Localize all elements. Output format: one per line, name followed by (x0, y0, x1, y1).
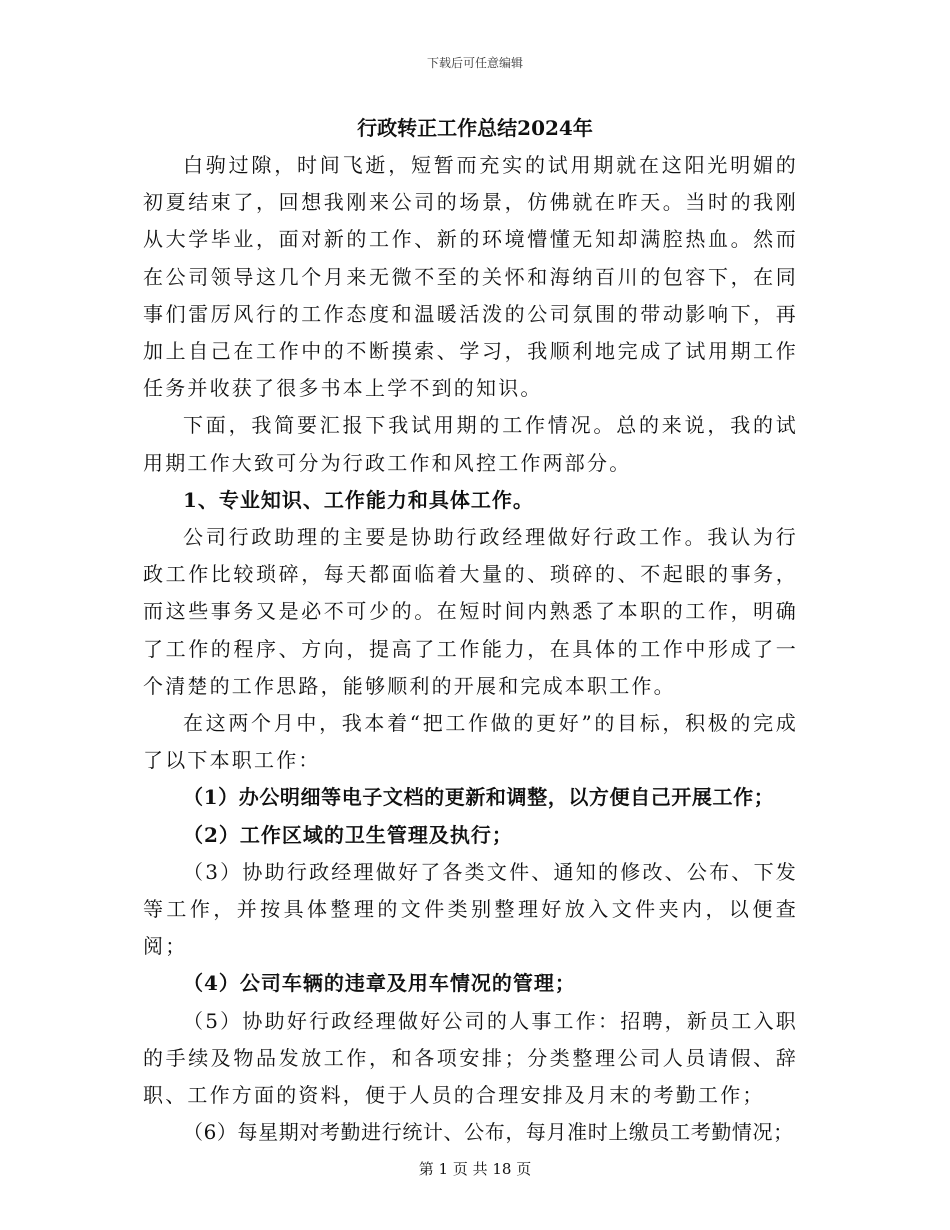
page-header: 下载后可任意编辑 (426, 56, 523, 70)
list-item-4: （4）公司车辆的违章及用车情况的管理； (183, 971, 576, 996)
paragraph-goal: 在这两个月中，我本着“把工作做的更好”的目标，积极的完成了以下本职工作： (143, 711, 798, 773)
list-item-6: （6）每星期对考勤进行统计、公布，每月准时上缴员工考勤情况； (183, 1120, 794, 1145)
list-item-1: （1）办公明细等电子文档的更新和调整，以方便自己开展工作； (183, 785, 775, 810)
document-body (143, 147, 798, 1151)
paragraph-intro: 白驹过隙，时间飞逝，短暂而充实的试用期就在这阳光明媚的初夏结束了，回想我刚来公司的场景，仿佛就在昨天。当时的我刚从大学毕业，面对新的工作、新的环境懵懂无知却满腔热血。然而在公司领导这几个月来无微不至的关怀和海纳百川的包容下，在同事们雷厉风行的工作态度和温暖活泼的公司氛围的带动影响下，再加上自己在工作中的不断摸索、学习，我顺利地完成了试用期工作任务并收获了很多书本上学不到的知识。 (143, 153, 798, 401)
section-heading: 1、专业知识、工作能力和具体工作。 (183, 487, 534, 512)
paragraph-overview: 下面，我简要汇报下我试用期的工作情况。总的来说，我的试用期工作大致可分为行政工作和风控工作两部分。 (143, 413, 798, 475)
page-footer: 第 1 页 共 18 页 (418, 1160, 532, 1178)
paragraph-role: 公司行政助理的主要是协助行政经理做好行政工作。我认为行政工作比较琐碎，每天都面临着大量的、琐碎的、不起眼的事务，而这些事务又是必不可少的。在短时间内熟悉了本职的工作，明确了工作的程序、方向，提高了工作能力，在具体的工作中形成了一个清楚的工作思路，能够顺利的开展和完成本职工作。 (143, 525, 798, 698)
list-item-2: （2）工作区域的卫生管理及执行； (183, 822, 513, 847)
list-item-3: （3）协助行政经理做好了各类文件、通知的修改、公布、下发等工作，并按具体整理的文件类别整理好放入文件夹内，以便查阅； (143, 859, 798, 959)
list-item-5: （5）协助好行政经理做好公司的人事工作：招聘，新员工入职的手续及物品发放工作，和各项安排；分类整理公司人员请假、辞职、工作方面的资料，便于人员的合理安排及月末的考勤工作； (143, 1008, 798, 1108)
document-title: 行政转正工作总结2024年 (357, 116, 593, 140)
